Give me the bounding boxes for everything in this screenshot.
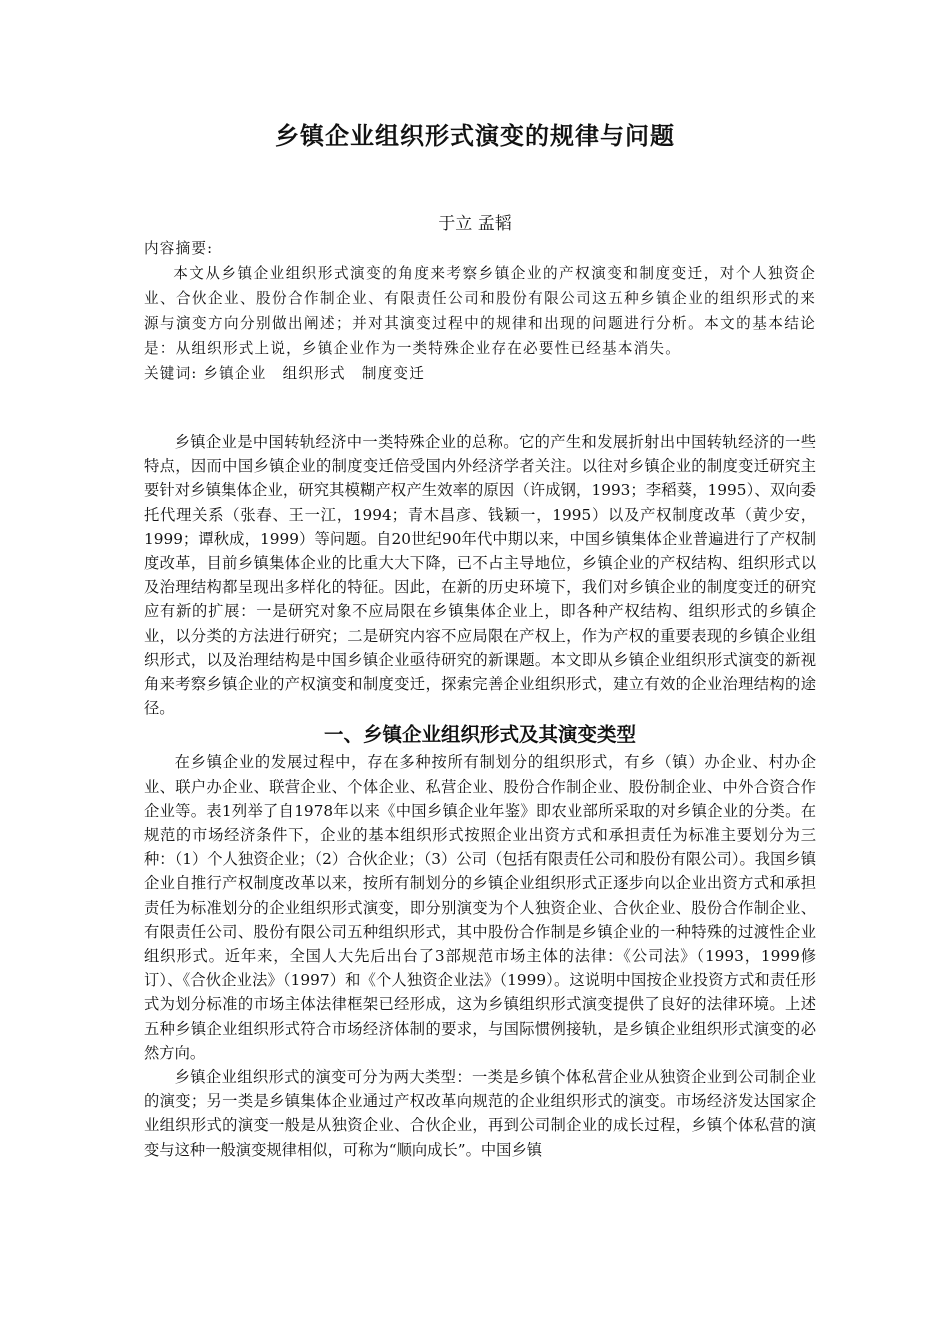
section-heading: 一、乡镇企业组织形式及其演变类型 [323, 723, 636, 747]
document-authors: 于立 孟韬 [438, 214, 512, 234]
document-title: 乡镇企业组织形式演变的规律与问题 [275, 121, 675, 150]
body-text [144, 430, 816, 1162]
keyword: 乡镇企业 [203, 365, 267, 382]
keyword: 组织形式 [282, 365, 346, 382]
intro-paragraph: 乡镇企业是中国转轨经济中一类特殊企业的总称。它的产生和发展折射出中国转轨经济的一些特点，因而中国乡镇企业的制度变迁倍受国内外经济学者关注。以往对乡镇企业的制度变迁研究主要针对乡镇集体企业，研究其模糊产权产生效率的原因（许成钢，1993；李稻葵，1995）、双向委托代理关系（张春、王一江，1994；青木昌彦、钱颖一，1995）以及产权制度改革（黄少安，1999；谭秋成，1999）等问题。自20世纪90年代中期以来，中国乡镇集体企业普遍进行了产权制度改革，目前乡镇集体企业的比重大大下降，已不占主导地位，乡镇企业的产权结构、组织形式以及治理结构都呈现出多样化的特征。因此，在新的历史环境下，我们对乡镇企业的制度变迁的研究应有新的扩展：一是研究对象不应局限在乡镇集体企业上，即各种产权结构、组织形式的乡镇企业，以分类的方法进行研究；二是研究内容不应局限在产权上，作为产权的重要表现的乡镇企业组织形式，以及治理结构是中国乡镇企业亟待研究的新课题。本文即从乡镇企业组织形式演变的新视角来考察乡镇企业的产权演变和制度变迁，探索完善企业组织形式，建立有效的企业治理结构的途径。 [144, 433, 816, 718]
section-paragraph: 乡镇企业组织形式的演变可分为两大类型：一类是乡镇个体私营企业从独资企业到公司制企业的演变；另一类是乡镇集体企业通过产权改革向规范的企业组织形式的演变。市场经济发达国家企业组织形式的演变一般是从独资企业、合伙企业，再到公司制企业的成长过程，乡镇个体私营的演变与这种一般演变规律相似，可称为“顺向成长”。中国乡镇 [144, 1068, 816, 1159]
abstract-section [144, 236, 816, 386]
keyword: 制度变迁 [361, 365, 425, 382]
abstract-text: 本文从乡镇企业组织形式演变的角度来考察乡镇企业的产权演变和制度变迁，对个人独资企业、合伙企业、股份合作制企业、有限责任公司和股份有限公司这五种乡镇企业的组织形式的来源与演变方向分别做出阐述；并对其演变过程中的规律和出现的问题进行分析。本文的基本结论是：从组织形式上说，乡镇企业作为一类特殊企业存在必要性已经基本消失。 [144, 265, 816, 357]
keywords-label: 关键词: [144, 365, 198, 382]
keywords-line [144, 361, 816, 386]
abstract-label: 内容摘要: [144, 240, 214, 257]
section-paragraph: 在乡镇企业的发展过程中，存在多种按所有制划分的组织形式，有乡（镇）办企业、村办企业、联户办企业、联营企业、个体企业、私营企业、股份合作制企业、股份制企业、中外合资合作企业等。表1列举了自1978年以来《中国乡镇企业年鉴》即农业部所采取的对乡镇企业的分类。在规范的市场经济条件下，企业的基本组织形式按照企业出资方式和承担责任为标准主要划分为三种：（1）个人独资企业；（2）合伙企业；（3）公司（包括有限责任公司和股份有限公司）。我国乡镇企业自推行产权制度改革以来，按所有制划分的乡镇企业组织形式正逐步向以企业出资方式和承担责任为标准划分的企业组织形式演变，即分别演变为个人独资企业、合伙企业、股份合作制企业、有限责任公司、股份有限公司五种组织形式，其中股份合作制是乡镇企业的一种特殊的过渡性企业组织形式。近年来，全国人大先后出台了3部规范市场主体的法律：《公司法》（1993，1999修订）、《合伙企业法》（1997）和《个人独资企业法》（1999）。这说明中国按企业投资方式和责任形式为划分标准的市场主体法律框架已经形成，这为乡镇组织形式演变提供了良好的法律环境。上述五种乡镇企业组织形式符合市场经济体制的要求，与国际惯例接轨，是乡镇企业组织形式演变的必然方向。 [144, 753, 816, 1062]
